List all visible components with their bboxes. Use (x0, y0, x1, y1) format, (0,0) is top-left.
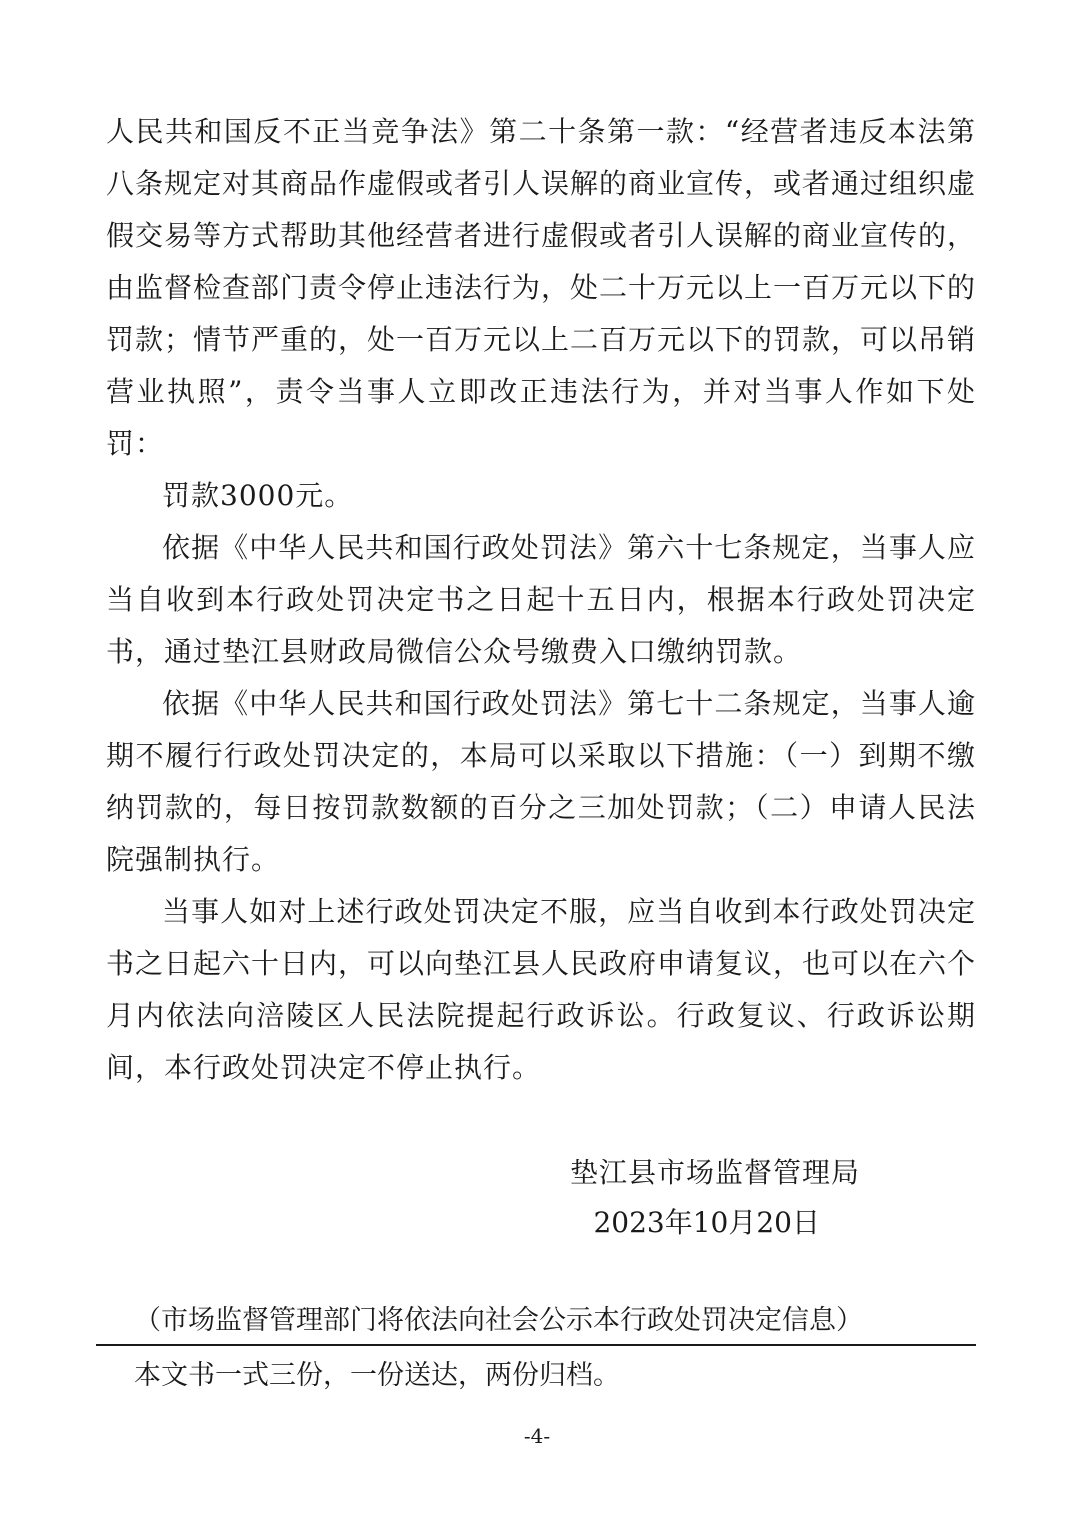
paragraph-overdue: 依据《中华人民共和国行政处罚法》第七十二条规定，当事人逾期不履行行政处罚决定的，本局可以采取以下措施：（一）到期不缴纳罚款的，每日按罚款数额的百分之三加处罚款；（二）申请人民法院强制执行。 (106, 687, 976, 876)
publicity-notice: （市场监督管理部门将依法向社会公示本行政处罚决定信息） (134, 1305, 863, 1336)
paragraph-appeal: 当事人如对上述行政处罚决定不服，应当自收到本行政处罚决定书之日起六十日内，可以向垫江县人民政府申请复议，也可以在六个月内依法向涪陵区人民法院提起行政诉讼。行政复议、行政诉讼期间，本行政处罚决定不停止执行。 (106, 895, 977, 1084)
issue-date: 2023年10月20日 (593, 1206, 820, 1239)
paragraph-legal-basis: 人民共和国反不正当竞争法》第二十条第一款：“经营者违反本法第八条规定对其商品作虚假或者引人误解的商业宣传，或者通过组织虚假交易等方式帮助其他经营者进行虚假或者引人误解的商业宣传的，由监督检查部门责令停止违法行为，处二十万元以上一百万元以下的罚款；情节严重的，处一百万元以上二百万元以下的罚款，可以吊销营业执照”，责令当事人立即改正违法行为，并对当事人作如下处罚： (106, 115, 977, 460)
paragraph-penalty: 罚款3000元。 (162, 479, 354, 512)
page-number: -4- (523, 1424, 551, 1448)
document-body (106, 106, 976, 1094)
signature-block (560, 1148, 860, 1248)
divider-line (96, 1344, 976, 1346)
copies-note: 本文书一式三份，一份送达，两份归档。 (134, 1360, 620, 1391)
paragraph-payment: 依据《中华人民共和国行政处罚法》第六十七条规定，当事人应当自收到本行政处罚决定书之日起十五日内，根据本行政处罚决定书，通过垫江县财政局微信公众号缴费入口缴纳罚款。 (106, 531, 976, 668)
issuing-organization: 垫江县市场监督管理局 (569, 1156, 860, 1189)
